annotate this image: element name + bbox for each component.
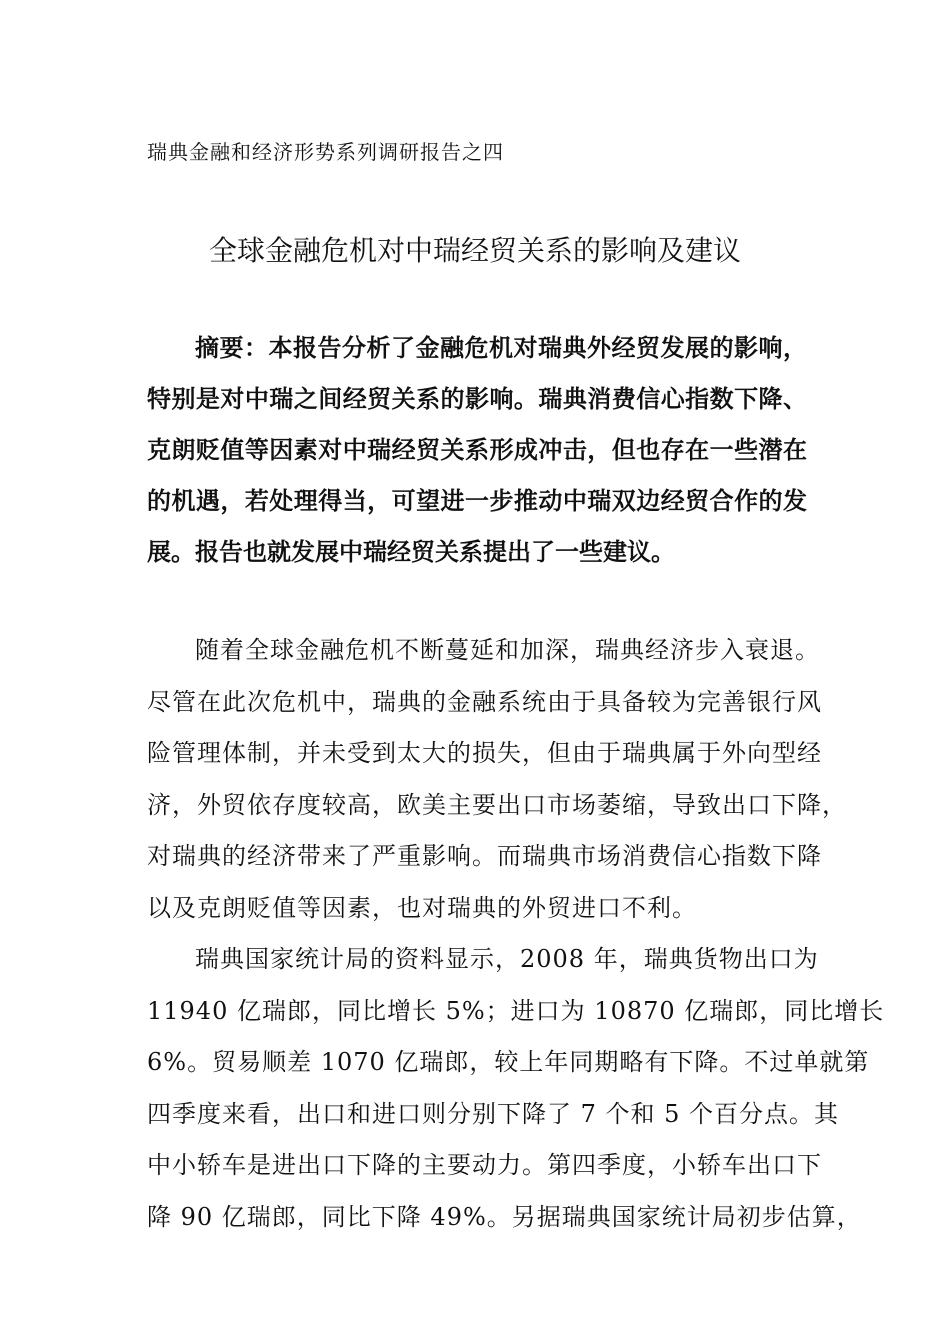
body-text bbox=[147, 632, 885, 1250]
abstract-line: 特别是对中瑞之间经贸关系的影响。瑞典消费信心指数下降、 bbox=[147, 384, 807, 413]
body-line: 四季度来看，出口和进口则分别下降了 7 个和 5 个百分点。其 bbox=[147, 1099, 840, 1128]
document-title: 全球金融危机对中瑞经贸关系的影响及建议 bbox=[208, 234, 741, 267]
body-line: 降 90 亿瑞郎，同比下降 49%。另据瑞典国家统计局初步估算， bbox=[147, 1202, 862, 1231]
abstract-line: 展。报告也就发展中瑞经贸关系提出了一些建议。 bbox=[147, 537, 675, 566]
body-line: 中小轿车是进出口下降的主要动力。第四季度，小轿车出口下 bbox=[147, 1151, 822, 1179]
body-line: 济，外贸依存度较高，欧美主要出口市场萎缩，导致出口下降， bbox=[147, 790, 847, 819]
body-line: 尽管在此次危机中，瑞典的金融系统由于具备较为完善银行风 bbox=[147, 687, 822, 716]
body-line: 瑞典国家统计局的资料显示，2008 年，瑞典货物出口为 bbox=[195, 945, 819, 973]
body-line: 6%。贸易顺差 1070 亿瑞郎，较上年同期略有下降。不过单就第 bbox=[147, 1048, 870, 1076]
abstract-line: 的机遇，若处理得当，可望进一步推动中瑞双边经贸合作的发 bbox=[147, 486, 807, 515]
body-line: 随着全球金融危机不断蔓延和加深，瑞典经济步入衰退。 bbox=[195, 636, 820, 664]
abstract-line: 摘要：本报告分析了金融危机对瑞典外经贸发展的影响， bbox=[195, 333, 807, 362]
abstract-paragraph bbox=[147, 330, 807, 585]
abstract-line: 克朗贬值等因素对中瑞经贸关系形成冲击，但也存在一些潜在 bbox=[147, 435, 807, 464]
report-series-line: 瑞典金融和经济形势系列调研报告之四 bbox=[147, 140, 504, 164]
body-line: 以及克朗贬值等因素，也对瑞典的外贸进口不利。 bbox=[147, 893, 697, 922]
body-line: 11940 亿瑞郎，同比增长 5%；进口为 10870 亿瑞郎，同比增长 bbox=[147, 996, 885, 1025]
body-line: 险管理体制，并未受到太大的损失，但由于瑞典属于外向型经 bbox=[147, 739, 822, 767]
body-line: 对瑞典的经济带来了严重影响。而瑞典市场消费信心指数下降 bbox=[147, 842, 822, 870]
